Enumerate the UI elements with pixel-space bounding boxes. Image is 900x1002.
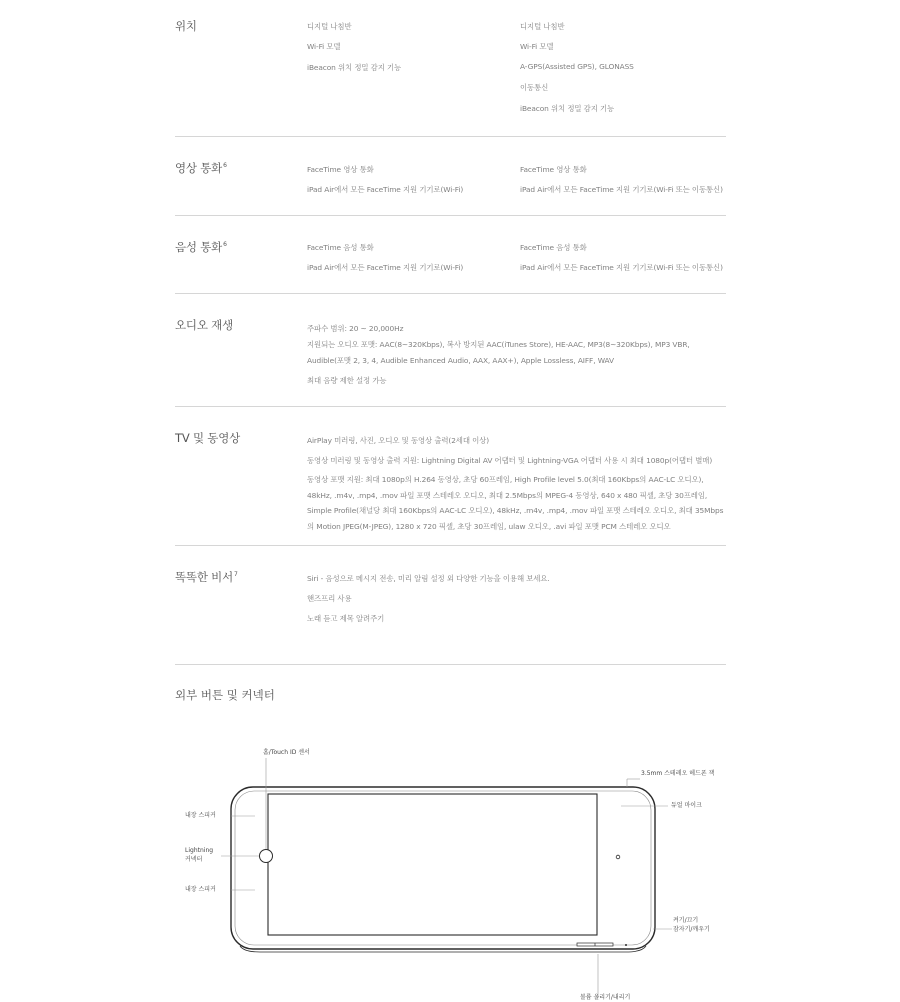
- spec-line: Wi-Fi 모델: [307, 42, 341, 51]
- spec-title: [175, 569, 238, 585]
- callout-lightning: [185, 846, 213, 864]
- spec-line: 주파수 범위: 20 ~ 20,000Hz: [307, 324, 404, 333]
- section-divider: [175, 664, 726, 666]
- spec-row-assistant: [175, 545, 726, 665]
- spec-title-text: 영상 통화: [175, 161, 223, 175]
- spec-title: [175, 239, 227, 255]
- spec-line: 디지털 나침반: [307, 22, 352, 31]
- callout-volume-buttons: 볼륨 올리기/내리기: [580, 994, 631, 1001]
- spec-title: [175, 430, 240, 446]
- spec-title: [175, 317, 233, 333]
- spec-line: FaceTime 음성 통화: [307, 243, 374, 252]
- callout-lightning-line1: Lightning: [185, 847, 214, 854]
- callout-speaker-bottom: 내장 스피커: [185, 886, 216, 893]
- spec-line: A-GPS(Assisted GPS), GLONASS: [520, 62, 634, 71]
- ipad-illustration: [0, 730, 900, 1000]
- spec-line: iBeacon 위치 정밀 감지 기능: [307, 63, 402, 72]
- spec-title-text: 똑똑한 비서: [175, 570, 233, 584]
- spec-line: 핸즈프리 사용: [307, 594, 352, 603]
- spec-line: 최대 음량 제한 설정 가능: [307, 376, 387, 385]
- spec-line: 동영상 포맷 지원: 최대 1080p의 H.264 동영상, 초당 60프레임, High Profile level 5.0(최대 160Kbps의 AAC-LC 오디오), 48kHz, .m4v, .mp4, .mov 파일 포맷 스테레오 오디오, 최대 2.5Mbps의 MPEG-4 동영상, 640 x 480 픽셀, 초당 30프레임, Simple Profile(채널당 최대 160Kbps의 AAC-LC 오디오), 48kHz, .m4v, .mp4, .mov 파일 포맷 스테레오 오디오, 최대 35Mbps의 Motion JPEG(M-JPEG), 1280 x 720 픽셀, 초당 30프레임, ulaw 오디오, .avi 파일 포맷 PCM 스테레오 오디오: [307, 475, 724, 531]
- spec-line: 동영상 미러링 및 동영상 출력 지원: Lightning Digital AV 어댑터 및 Lightning-VGA 어댑터 사용 시 최대 1080p(어댑터 별매): [307, 456, 713, 465]
- callout-headphone-jack: 3.5mm 스테레오 헤드폰 잭: [641, 770, 715, 777]
- callout-speaker-top: 내장 스피커: [185, 812, 216, 819]
- spec-title-text: 오디오 재생: [175, 318, 233, 332]
- spec-line: FaceTime 음성 통화: [520, 243, 587, 252]
- spec-line: Wi-Fi 모델: [520, 42, 554, 51]
- spec-line: iBeacon 위치 정밀 감지 기능: [520, 104, 615, 113]
- spec-line: iPad Air에서 모든 FaceTime 지원 기기로(Wi-Fi): [307, 185, 464, 194]
- spec-line: FaceTime 영상 통화: [520, 165, 587, 174]
- spec-title-text: 위치: [175, 19, 197, 33]
- spec-title-text: 음성 통화: [175, 240, 223, 254]
- buttons-section-heading: 외부 버튼 및 커넥터: [175, 688, 275, 702]
- spec-line: 이동통신: [520, 83, 549, 92]
- spec-line: 디지털 나침반: [520, 22, 565, 31]
- spec-row-audio-call: [175, 215, 726, 294]
- callout-lightning-line2: 커넥터: [185, 856, 203, 863]
- spec-title: [175, 160, 227, 176]
- spec-line: FaceTime 영상 통화: [307, 165, 374, 174]
- spec-line: iPad Air에서 모든 FaceTime 지원 기기로(Wi-Fi 또는 이동통신): [520, 263, 723, 272]
- ipad-diagram: [0, 730, 900, 1000]
- footnote-mark: 7: [234, 571, 238, 579]
- spec-row-audio-playback: [175, 293, 726, 407]
- footnote-mark: 6: [223, 241, 227, 249]
- spec-line: iPad Air에서 모든 FaceTime 지원 기기로(Wi-Fi): [307, 263, 464, 272]
- callout-power-line1: 켜기/끄기: [673, 917, 699, 924]
- spec-row-location: [175, 0, 726, 135]
- spec-line: 노래 듣고 제목 알려주기: [307, 614, 385, 623]
- callout-power-button: [673, 916, 710, 934]
- footnote-mark: 6: [223, 162, 227, 170]
- spec-row-tv-video: [175, 406, 726, 546]
- spec-title-text: TV 및 동영상: [175, 431, 241, 445]
- callout-home-button: 홈/Touch ID 센서: [263, 749, 310, 756]
- spec-title: [175, 18, 197, 34]
- spec-line: AirPlay 미러링, 사진, 오디오 및 동영상 출력(2세대 이상): [307, 436, 489, 445]
- spec-line: 지원되는 오디오 포맷: AAC(8~320Kbps), 복사 방지된 AAC(iTunes Store), HE-AAC, MP3(8~320Kbps), MP3 VBR, Audible(포맷 2, 3, 4, Audible Enhanced Audio, AAX, AAX+), Apple Lossless, AIFF, WAV: [307, 340, 690, 365]
- spec-row-video-call: [175, 136, 726, 216]
- callout-power-line2: 잠자기/깨우기: [673, 926, 710, 933]
- spec-line: iPad Air에서 모든 FaceTime 지원 기기로(Wi-Fi 또는 이동통신): [520, 185, 723, 194]
- spec-line: Siri - 음성으로 메시지 전송, 미리 알림 설정 외 다양한 기능을 이용해 보세요.: [307, 574, 550, 583]
- callout-dual-mic: 듀얼 마이크: [671, 802, 702, 809]
